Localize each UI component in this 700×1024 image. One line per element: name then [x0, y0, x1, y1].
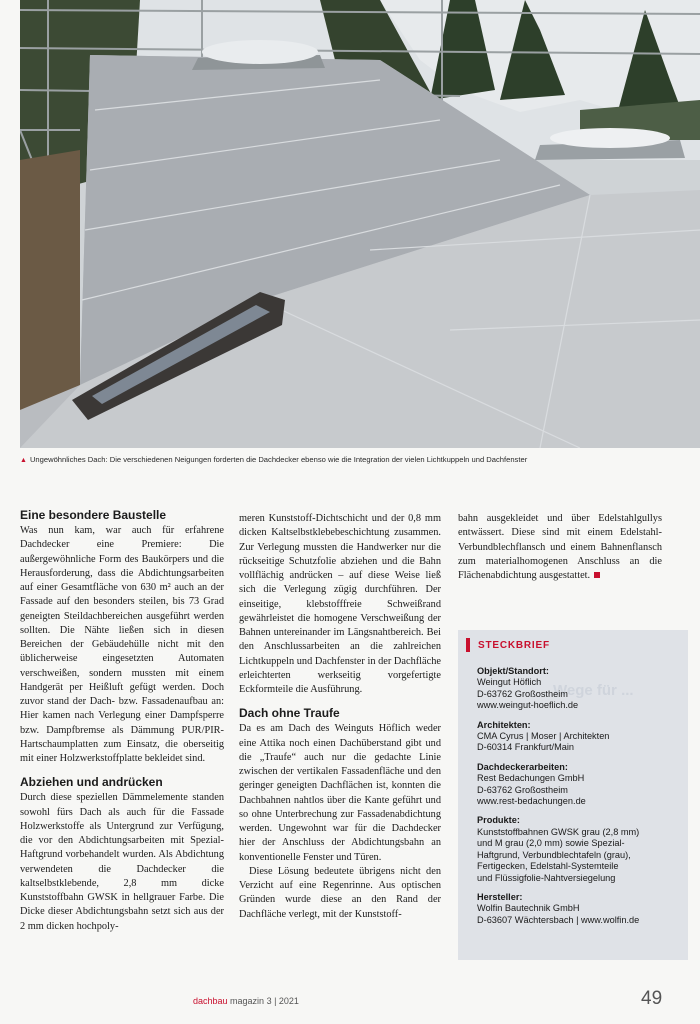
steckbrief-line: D-63762 Großostheim — [477, 688, 568, 699]
steckbrief-box — [458, 630, 688, 960]
paragraph: Was nun kam, war auch für erfahrene Dachdecker eine Premiere: Die außergewöhnliche Form des Baukörpers und die Herausforderung, dass die Abdichtungsarbeiten auf einer Gesamtfläche von 630 m² auch an der Fassade auf den besonders steilen, bis 73 Grad geneigten Steildachbereichen ausgeführt werden sollten. Die Nähte ließen sich in diesen Bereichen der Gebäudehülle nicht mit den üblicherweise eingesetzten Automaten verschweißen, sondern mussten mit einem Handgerät per Heißluft gefügt werden. Doch zuvor stand der Dach- bzw. Fassadenaufbau an: Hier kamen nach Verlegung einer Dampfsperre bzw. Dampfbremse als Dämmung PUR/PIR-Hartschaumplatten zum Einsatz, die oberseitig mit einer Holzwerkstoffplatte bekleidet sind. — [20, 525, 224, 764]
steckbrief-line: D-63762 Großostheim — [477, 784, 568, 795]
paragraph: Diese Lösung bedeutete übrigens nicht den Verzicht auf eine Regenrinne. Aus optischen Gründen wurde diese an den Rand der Dachfläche verlegt, mit der Kunststoff- — [239, 865, 441, 920]
article-column-2 — [239, 512, 441, 922]
page-number: 49 — [641, 988, 663, 1009]
steckbrief-line: Wolfin Bautechnik GmbH — [477, 903, 580, 914]
steckbrief-label: Dachdeckerarbeiten: — [477, 761, 568, 772]
roof-photo-illustration — [20, 0, 700, 448]
paragraph-end — [458, 512, 662, 583]
steckbrief-line: Fertigecken, Edelstahl-Systemteile — [477, 861, 619, 872]
steckbrief-line: www.rest-bedachungen.de — [477, 796, 586, 807]
paragraph-text: bahn ausgekleidet und über Edelstahlgullys entwässert. Diese sind mit einem Edelstahl-Verbundblechflansch und einem Bahnenflansch zum materialhomogenen Anschluss an die Flächenabdichtung ausgestattet. — [458, 513, 662, 581]
article-column-3 — [458, 512, 662, 583]
photo-caption — [20, 455, 690, 464]
steckbrief-body — [477, 666, 682, 926]
accent-bar — [466, 638, 470, 652]
article-column-1 — [20, 508, 224, 934]
steckbrief-line: Weingut Höflich — [477, 677, 542, 688]
steckbrief-line: Haftgrund, Verbundblechtafeln (grau), — [477, 849, 631, 860]
page-footer — [193, 996, 299, 1006]
caption-text: Ungewöhnliches Dach: Die verschiedenen Neigungen forderten die Dachdecker ebenso wie die Integration der vielen Lichtkuppeln und Dachfenster — [29, 455, 528, 464]
steckbrief-title: STECKBRIEF — [478, 639, 550, 651]
steckbrief-label: Hersteller: — [477, 891, 523, 902]
steckbrief-label: Produkte: — [477, 815, 520, 826]
caption-marker-icon: ▲ — [20, 457, 27, 464]
steckbrief-line: und M grau (2,0 mm) sowie Spezial- — [477, 838, 625, 849]
roof-photo — [20, 0, 700, 448]
steckbrief-label: Architekten: — [477, 719, 531, 730]
footer-brand: dachbau — [193, 996, 228, 1006]
steckbrief-line: Rest Bedachungen GmbH — [477, 773, 585, 784]
end-mark-icon — [594, 572, 600, 578]
heading-abziehen-andruecken: Abziehen und andrücken — [20, 775, 163, 790]
steckbrief-line: CMA Cyrus | Moser | Architekten — [477, 731, 610, 742]
paragraph: Da es am Dach des Weinguts Höflich weder eine Attika noch einen Dachüberstand gibt und die „Traufe“ auch nur die gedachte Linie zwischen der vertikalen Fassadenfläche und den geringer geneigten Dachflächen ist, konnten die Dachbahnen nahtlos über die Kante geführt und so ohne Unterbrechung zur Fassadenabdichtung werden. Ungewohnt war für die Dachdecker hier der Anschluss der Abdichtungsbahn an konventionelle Fenster und Türen. — [239, 723, 441, 863]
steckbrief-label: Objekt/Standort: — [477, 666, 549, 676]
paragraph: meren Kunststoff-Dichtschicht und der 0,8 mm dicken Kaltselbstklebebeschichtung zusammen. Zur Verlegung mussten die Handwerker nur die rückseitige Schutzfolie abziehen und die Bahn vollflächig andrücken – auf diese Weise ließ sich die Verlegung zügig durchführen. Der einseitige, klebstofffreie Schweißrand gewährleistet die homogene Verschweißung der Bahnen untereinander im Längsnahtbereich. Bei den Anschlussarbeiten an die zahlreichen Lichtkuppeln und Dachfenster in der Dachfläche erleichterten werkseitig vorgefertigte Eckformteile die Ausführung. — [239, 513, 441, 695]
steckbrief-line: D-60314 Frankfurt/Main — [477, 742, 575, 753]
paragraph: Durch diese speziellen Dämmelemente standen sowohl fürs Dach als auch für die Fassade Holzwerkstoffe als Untergrund zur Verfügung, die vor den Abdichtungsarbeiten mit Spezial-Haftgrund vorbehandelt wurden. Als Abdichtung verwendeten die Dachdecker die kaltselbstklebende, 2,8 mm dicke Kunststoffbahn GWSK in hellgrauer Farbe. Die Dicke dieser Abdichtungsbahn setzt sich aus der 2 mm dicken hochpoly- — [20, 792, 224, 932]
heading-besondere-baustelle: Eine besondere Baustelle — [20, 508, 167, 522]
steckbrief-line: Kunststoffbahnen GWSK grau (2,8 mm) — [477, 826, 640, 837]
footer-issue: magazin 3 | 2021 — [227, 996, 299, 1006]
steckbrief-line: und Flüssigfolie-Nahtversiegelung — [477, 872, 616, 883]
heading-dach-ohne-traufe: Dach ohne Traufe — [239, 706, 340, 721]
steckbrief-line: D-63607 Wächtersbach | www.wolfin.de — [477, 914, 640, 925]
steckbrief-header — [466, 638, 550, 652]
steckbrief-line: www.weingut-hoeflich.de — [477, 700, 579, 711]
show-through-text: Wege für ... — [553, 682, 634, 699]
